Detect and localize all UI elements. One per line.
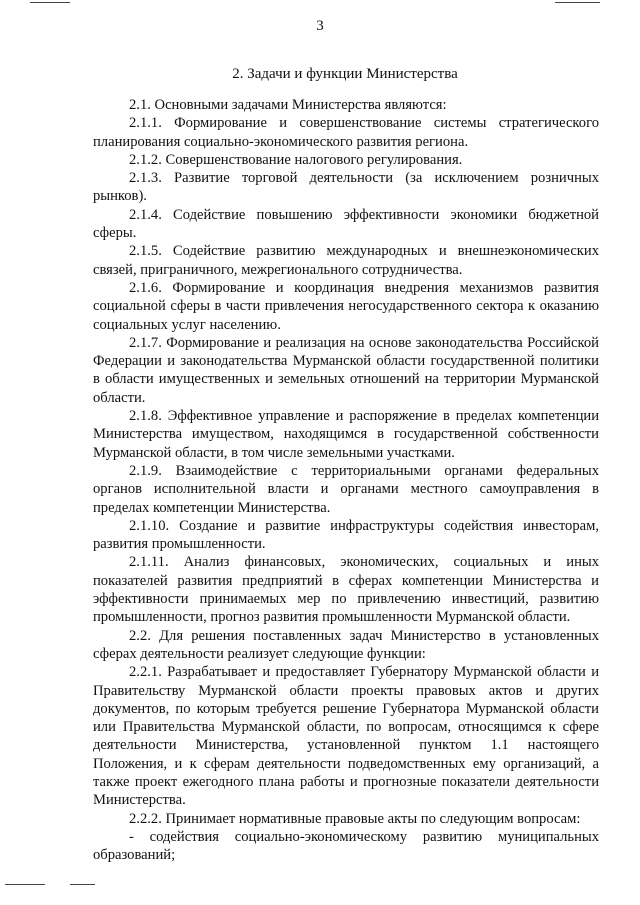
paragraph: 2.1. Основными задачами Министерства являются:: [129, 97, 447, 113]
scan-edge-mark-bottom-left: [5, 884, 45, 885]
paragraph: - содействия социально-экономическому развитию муниципальных образований;: [93, 828, 599, 864]
paragraph: 2.1.6. Формирование и координация внедрения механизмов развития социальной сферы в части привлечения негосударственного сектора к оказанию социальных услуг населению.: [93, 279, 599, 333]
paragraph: 2.1.7. Формирование и реализация на основе законодательства Российской Федерации и законодательства Мурманской области государственной политики в области имущественных и земельных отношений на территории Мурманской области.: [93, 334, 599, 406]
paragraph: 2.1.1. Формирование и совершенствование системы стратегического планирования социально-экономического развития региона.: [93, 115, 599, 150]
paragraph: 2.1.2. Совершенствование налогового регулирования.: [129, 151, 463, 168]
page-number: 3: [316, 18, 324, 34]
paragraph: 2.2.1. Разрабатывает и предоставляет Губернатору Мурманской области и Правительству Мурманской области проекты правовых актов и других документов, по которым требуется решение Губернатора Мурманской области или Правительства Мурманской области, по вопросам, относящимся к сфере деятельности Министерства, установленной пунктом 1.1 настоящего Положения, и к сферам деятельности подведомственных ему организаций, а также проект ежегодного плана работы и прогнозные показатели деятельности Министерства.: [93, 664, 599, 809]
scan-edge-mark-top-right: [555, 2, 600, 3]
section-title: 2. Задачи и функции Министерства: [232, 66, 458, 82]
paragraph: 2.1.10. Создание и развитие инфраструктуры содействия инвесторам, развития промышленности.: [93, 517, 599, 553]
paragraph: 2.1.5. Содействие развитию международных и внешнеэкономических связей, приграничного, межрегионального сотрудничества.: [93, 243, 599, 278]
paragraph: 2.1.8. Эффективное управление и распоряжение в пределах компетенции Министерства имуществом, находящимся в государственной собственности Мурманской области, в том числе земельными участками.: [93, 408, 599, 461]
scan-edge-mark-bottom: [70, 884, 95, 885]
paragraph: 2.2. Для решения поставленных задач Министерство в установленных сферах деятельности реализует следующие функции:: [93, 627, 599, 662]
document-body: [93, 96, 599, 864]
paragraph: 2.2.2. Принимает нормативные правовые акты по следующим вопросам:: [129, 810, 581, 827]
paragraph: 2.1.4. Содействие повышению эффективности экономики бюджетной сферы.: [93, 206, 599, 242]
paragraph: 2.1.9. Взаимодействие с территориальными органами федеральных органов исполнительной власти и органами местного самоуправления в пределах компетенции Министерства.: [93, 462, 599, 516]
paragraph: 2.1.3. Развитие торговой деятельности (за исключением розничных рынков).: [93, 170, 599, 205]
paragraph: 2.1.11. Анализ финансовых, экономических, социальных и иных показателей развития предприятий в сферах компетенции Министерства и эффективности принимаемых мер по привлечению инвестиций, развитию промышленности, прогноз развития промышленности Мурманской области.: [93, 554, 599, 626]
scan-edge-mark-top-left: [30, 2, 70, 3]
